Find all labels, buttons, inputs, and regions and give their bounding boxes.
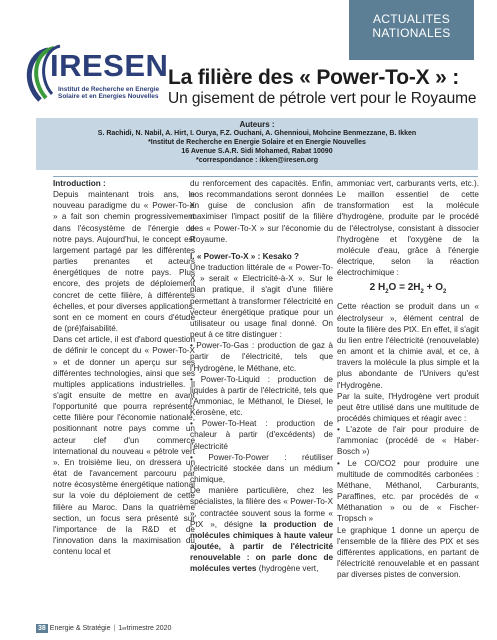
electrolysis-formula: 2 $H_2O = 2H_2 + O_2$	[369, 282, 447, 296]
bullet-power-to-power: • Power-To-Power : réutiliser l'électricité stockée dans un médium chimique,	[190, 452, 333, 485]
magazine-name: Energie & Stratégie	[49, 625, 111, 632]
issue-sup: er	[122, 625, 127, 632]
section-tag-line1: ACTUALITES	[372, 12, 450, 26]
divider	[53, 176, 478, 177]
col2-p3-start: De manière particulière, chez les spécialistes, la filière des « Power-To-X », contractée souvent sous la forme « PtX », désigne	[190, 486, 333, 529]
col2-paragraph-1: du renforcement des capacités. Enfin, nos recommandations seront données en guise de conclusion afin de maximiser l'impact positif de la filière des « Power-To-X » sur l'économie du Royaume.	[190, 179, 333, 244]
authors-box	[36, 118, 478, 170]
authors-address: 16 Avenue S.A.R. Sidi Mohamed, Rabat 10090	[181, 148, 333, 155]
col2-p3-bold: la production de molécules chimiques à haute valeur ajoutée, à partir de l'électricité renouvelable : on parle donc de molécules vertes	[190, 519, 334, 574]
bullet-power-to-gas: • Power-To-Gas : production de gaz à partir de l'électricité, tels que l'Hydrogène, le Méthane, etc.	[190, 341, 333, 373]
column-1	[53, 178, 195, 557]
article-subtitle: Un gisement de pétrole vert pour le Royaume	[168, 90, 477, 107]
column-3	[337, 178, 479, 580]
intro-heading: Introduction :	[53, 179, 106, 188]
col3-paragraph-4: Le graphique 1 donne un aperçu de l'ensemble de la filière des PtX et ses différentes applications, en partant de l'électricité renouvelable et en passant par diverses pistes de conversion.	[337, 525, 479, 580]
article-title: La filière des « Power-To-X » :	[168, 66, 459, 89]
authors-heading: Auteurs :	[239, 120, 275, 129]
logo-word: IRESEN	[50, 48, 169, 83]
logo-subtitle-1: Institut de Recherche en Energie	[58, 86, 160, 93]
section-tag	[349, 0, 474, 60]
section-1-heading: I. « Power-To-X » : Kesako ?	[190, 251, 300, 261]
intro-paragraph-2: Dans cet article, il est d'abord question de définir le concept du « Power-To-X » et de donner un aperçu sur ses différentes technologies, ainsi que ses multiples applications industrielles. Il s'agit ensuite de mettre en avant l'opportunité que pourra représenter cette filière pour l'économie nationale, positionnant notre pays comme un acteur clef d'un commerce international du nouveau « pétrole vert ». En troisième lieu, on dressera un état de l'avancement parcouru par notre écosystème énergétique national sur la voie du déploiement de cette filière au Maroc. Dans la quatrième section, un focus sera présenté sur l'importance de la R&D et de l'innovation dans la maximisation du contenu local et	[53, 335, 195, 557]
page-number: 38	[38, 625, 46, 632]
col3-paragraph-2: Cette réaction se produit dans un « électrolyseur », élément central de toute la filière des PtX. En effet, il s'agit du lien entre l'électricité (renouvelable) en amont et la chimie aval, et ce, à travers la molécule la plus simple et la plus abondante de l'Univers qu'est l'Hydrogène.	[337, 302, 479, 390]
bullet-power-to-liquid: • Power-To-Liquid : production de liquides à partir de l'électricité, tels que l'Ammoniac, le Méthanol, le Diesel, le Kérosène, etc.	[190, 374, 333, 418]
intro-paragraph-1: Depuis maintenant trois ans, le nouveau paradigme du « Power-To-X » a fait son chemin progressivement dans l'écosystème de l'énergie de notre pays. Aujourd'hui, le concept est largement partagé par les différentes parties prenantes et acteurs énergétiques de notre pays. Plus encore, des projets de déploiement concret de cette filière, à différentes échelles, et pour diverses applications, sont en ce moment en cours d'étude de (pré)faisabilité.	[53, 190, 195, 334]
issue-period: trimestre 2020	[126, 625, 172, 632]
col2-paragraph-2: Une traduction littérale de « Power-To-X » serait « Electricité-à-X ». Sur le plan pratique, il s'agit d'une filière permettant à transformer l'électricité en vecteur énergétique pratique pour un utilisateur ou usage final donné. On peut à ce titre distinguer :	[190, 263, 333, 340]
logo-subtitle-2: Solaire et en Energies Nouvelles	[58, 93, 159, 100]
page-footer: 38 Energie & Stratégie | 1 er trimestre 2020	[38, 625, 172, 632]
authors-correspondance: *correspondance : ikken@iresen.org	[196, 157, 318, 164]
bullet-power-to-heat: • Power-To-Heat : production de chaleur à partir (d'excédents) de l'électricité	[190, 419, 333, 451]
bullet-azote: • L'azote de l'air pour produire de l'ammoniac (procédé de « Haber-Bosch »)	[337, 425, 479, 457]
column-2	[190, 178, 333, 574]
authors-affiliation: *Institut de Recherche en Energie Solaire et en Energie Nouvelles	[148, 139, 366, 146]
issue-number: 1	[118, 625, 123, 632]
col3-paragraph-1: ammoniac vert, carburants verts, etc.). Le maillon essentiel de cette transformation est la molécule d'hydrogène, produite par le procédé de l'électrolyse, consistant à dissocier l'hydrogène et l'oxygène de la molécule d'eau, grâce à l'énergie électrique, selon la réaction électrochimique :	[337, 179, 479, 278]
authors-names: S. Rachidi, N. Nabil, A. Hirt, I. Ourya, F.Z. Ouchani, A. Ghennioui, Mohcine Benmezzane, B. Ikken	[97, 130, 417, 137]
col2-paragraph-3	[190, 485, 333, 574]
col2-p3-end: (hydrogène vert,	[256, 564, 319, 574]
iresen-logo	[18, 42, 168, 112]
section-tag-line2: NATIONALES	[372, 26, 451, 40]
bullet-co: • Le CO/CO2 pour produire une multitude de commodités carbonées : Méthane, Méthanol, Carburants, Paraffines, etc. par procédés de « Méthanation » ou de « Fischer-Tropsch »	[337, 458, 479, 524]
col3-paragraph-3: Par la suite, l'Hydrogène vert produit peut être utilisé dans une multitude de procédés chimiques et réagir avec :	[337, 391, 479, 423]
